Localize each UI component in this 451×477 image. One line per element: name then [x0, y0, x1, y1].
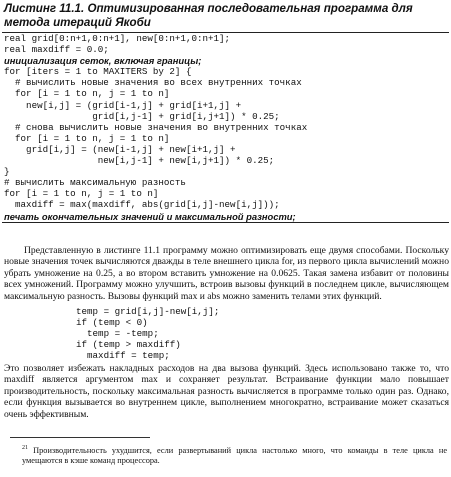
- code-line: maxdiff = max(maxdiff, abs(grid[i,j]-new[i,j]));: [4, 199, 280, 211]
- code-line: grid[i,j-1] + grid[i,j+1]) * 0.25;: [4, 110, 280, 122]
- paragraph-1: [4, 245, 449, 302]
- footnote-text: Производительность ухудшится, если развертываний цикла настолько много, что команды в теле цикла не умещаются в кэше команд процессора.: [22, 445, 447, 465]
- code-line: # снова вычислить новые значения во внутренних точках: [4, 121, 308, 133]
- code-line: for [i = 1 to n, j = 1 to n]: [4, 88, 170, 100]
- listing-code-block: [4, 33, 448, 222]
- code-line: инициализация сеток, включая границы;: [4, 55, 202, 67]
- paragraph-2-text: Это позволяет избежать накладных расходов на два вызова функций. Здесь использовано также то, что maxdiff является аргументом max и сохраняет результат. Встраивание функции мало повышает производительность, поскольку максимальная разность вычисляется в программе только один раз. Однако, если функция вызывается во внутреннем цикле, выполнением многократно, встраивание может сказаться очень эффективным.: [4, 363, 449, 420]
- inline-code-block: [76, 306, 219, 361]
- code-line: new[i,j-1] + new[i,j+1]) * 0.25;: [4, 155, 275, 167]
- code-line: new[i,j] = (grid[i-1,j] + grid[i+1,j] +: [4, 99, 242, 111]
- code-line: grid[i,j] = (new[i-1,j] + new[i+1,j] +: [4, 143, 236, 155]
- listing-bottom-rule: [2, 222, 449, 223]
- code-line: real grid[0:n+1,0:n+1], new[0:n+1,0:n+1];: [4, 33, 231, 44]
- paragraph-2: [4, 363, 449, 420]
- footnote: [22, 443, 447, 466]
- paragraph-1-text: Представленную в листинге 11.1 программу можно оптимизировать еще двумя способами. Поскольку новые значения точек вычисляются дважды в теле внешнего цикла for, из первого цикла вычислений можно убрать умножение на 0.25, а во втором вставить умножение на 0.0625. Такая замена избавит от половины всех умножений. Программу можно улучшить, встроив вызовы функций в последнем цикле, вычисляющем максимальную разность. Вызовы функций max и abs можно заменить телами этих функций.: [4, 245, 449, 302]
- code-line: for [i = 1 to n, j = 1 to n]: [4, 188, 159, 200]
- code-line: }: [4, 166, 10, 178]
- inline-code-line: temp = grid[i,j]-new[i,j];: [76, 306, 220, 317]
- code-line: # вычислить новые значения во всех внутренних точках: [4, 77, 302, 89]
- footnote-rule: [10, 437, 150, 438]
- code-line: for [iters = 1 to MAXITERS by 2] {: [4, 66, 192, 78]
- code-line: real maxdiff = 0.0;: [4, 44, 109, 56]
- code-line: for [i = 1 to n, j = 1 to n]: [4, 132, 170, 144]
- footnote-marker: 21: [22, 445, 28, 451]
- inline-code-line: if (temp > maxdiff): [76, 339, 181, 351]
- inline-code-line: if (temp < 0): [76, 317, 148, 329]
- listing-title: Листинг 11.1. Оптимизированная последовательная программа для метода итераций Якоби: [4, 2, 413, 29]
- inline-code-line: temp = -temp;: [76, 328, 159, 340]
- code-line: # вычислить максимальную разность: [4, 177, 186, 189]
- code-line: печать окончательных значений и максимальной разности;: [4, 210, 296, 222]
- inline-code-line: maxdiff = temp;: [76, 350, 170, 362]
